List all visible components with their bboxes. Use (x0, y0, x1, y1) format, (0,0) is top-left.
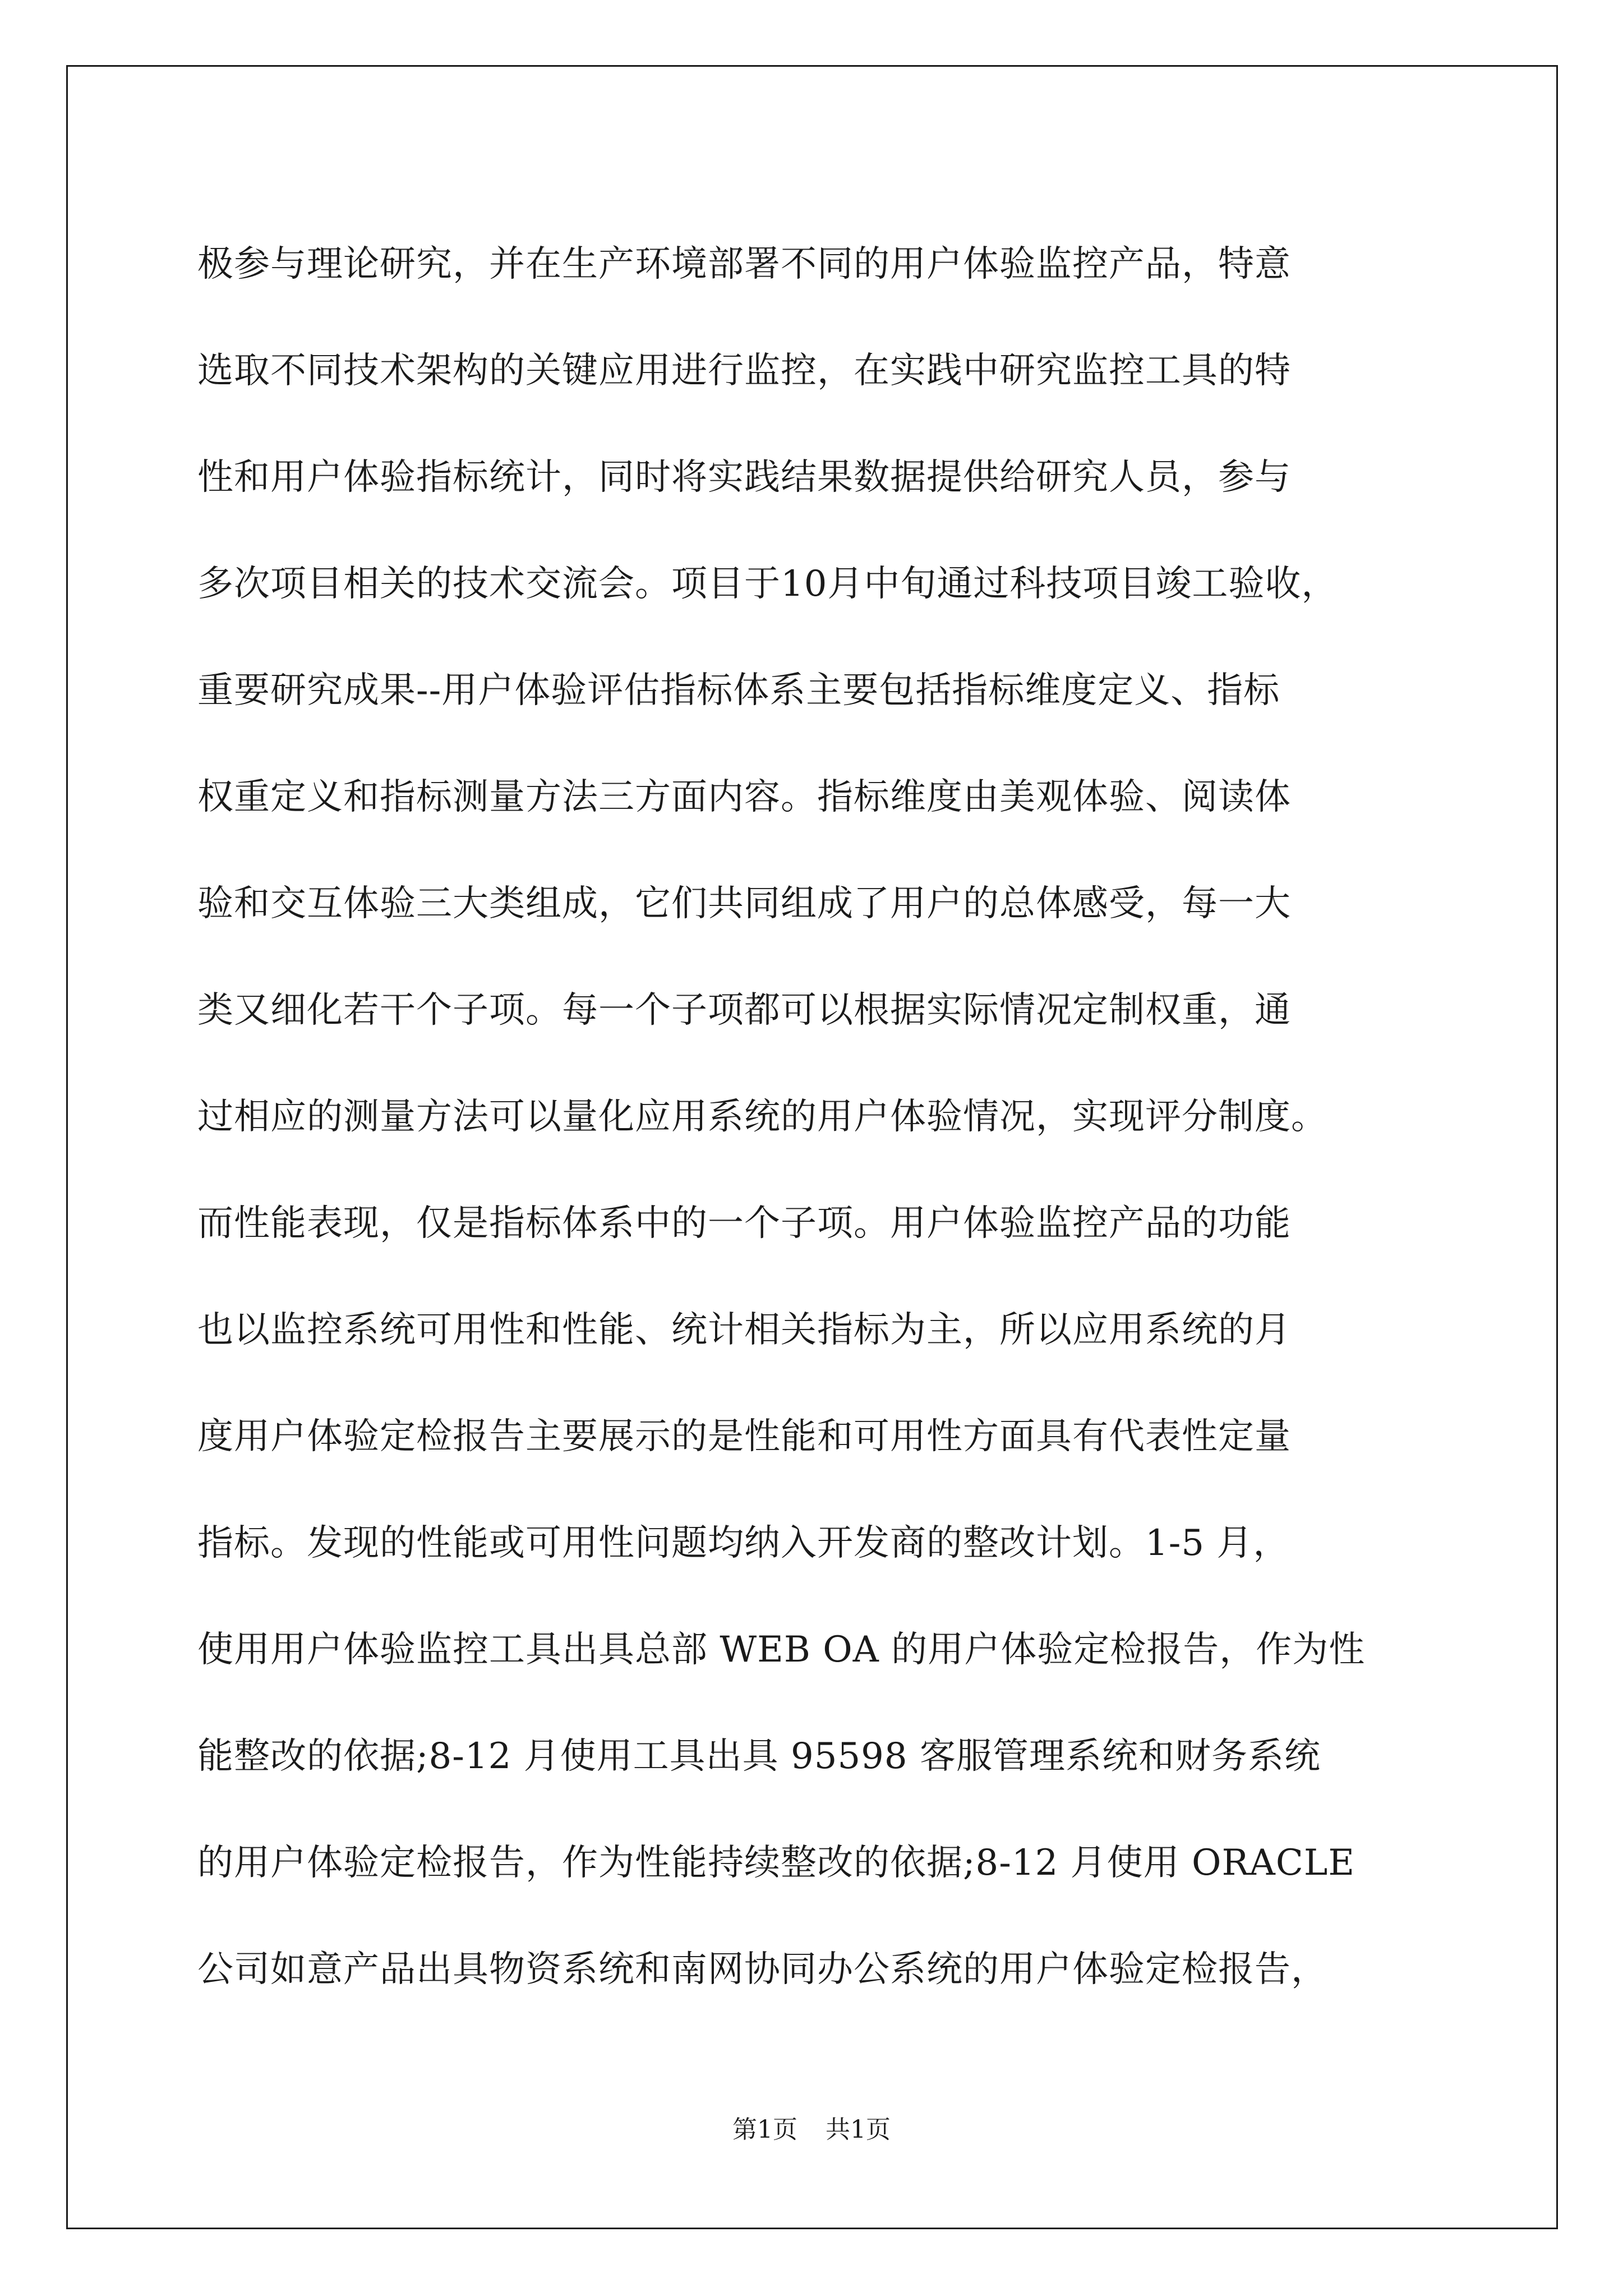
body-line-9: 过相应的测量方法可以量化应用系统的用户体验情况，实现评分制度。 (197, 1096, 1327, 1138)
body-line-10: 而性能表现，仅是指标体系中的一个子项。用户体验监控产品的功能 (197, 1203, 1291, 1244)
body-line-2: 选取不同技术架构的关键应用进行监控，在实践中研究监控工具的特 (197, 350, 1291, 392)
body-line-8: 类又细化若干个子项。每一个子项都可以根据实际情况定制权重，通 (197, 990, 1291, 1031)
page-total: 共1页 (826, 2115, 891, 2144)
body-line-5: 重要研究成果--用户体验评估指标体系主要包括指标维度定义、指标 (197, 670, 1280, 711)
body-line-16: 的用户体验定检报告，作为性能持续整改的依据;8-12 月使用 ORACLE (197, 1842, 1355, 1884)
body-line-17: 公司如意产品出具物资系统和南网协同办公系统的用户体验定检报告， (197, 1949, 1327, 1990)
body-line-15: 能整改的依据;8-12 月使用工具出具 95598 客服管理系统和财务系统 (197, 1736, 1321, 1777)
page-number: 第1页 (732, 2115, 797, 2144)
body-line-6: 权重定义和指标测量方法三方面内容。指标维度由美观体验、阅读体 (197, 776, 1291, 818)
body-line-13: 指标。发现的性能或可用性问题均纳入开发商的整改计划。1-5 月， (197, 1522, 1290, 1564)
document-body (197, 211, 1448, 2023)
body-line-4: 多次项目相关的技术交流会。项目于10月中旬通过科技项目竣工验收， (197, 563, 1338, 605)
body-line-7: 验和交互体验三大类组成，它们共同组成了用户的总体感受，每一大 (197, 883, 1291, 924)
page-footer (0, 2109, 1623, 2145)
body-line-12: 度用户体验定检报告主要展示的是性能和可用性方面具有代表性定量 (197, 1416, 1291, 1457)
body-line-3: 性和用户体验指标统计，同时将实践结果数据提供给研究人员，参与 (197, 457, 1291, 498)
body-line-14: 使用用户体验监控工具出具总部 WEB OA 的用户体验定检报告，作为性 (197, 1629, 1366, 1671)
body-line-1: 极参与理论研究，并在生产环境部署不同的用户体验监控产品，特意 (197, 243, 1291, 285)
body-line-11: 也以监控系统可用性和性能、统计相关指标为主，所以应用系统的月 (197, 1309, 1291, 1351)
